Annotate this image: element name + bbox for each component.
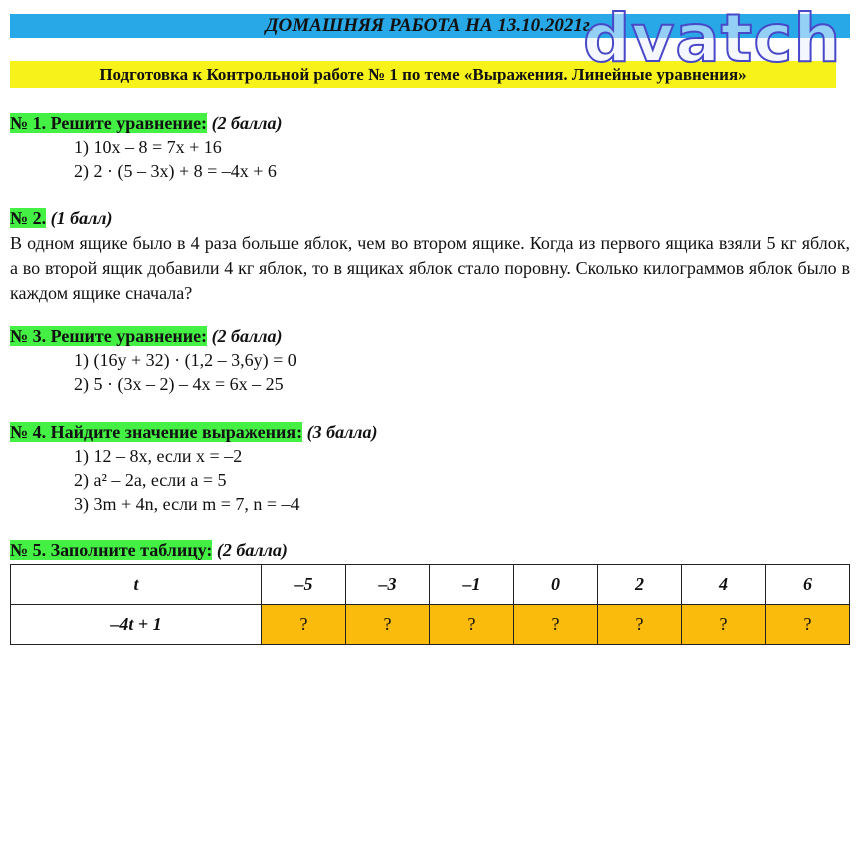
t-value-cell: 4 — [682, 565, 766, 605]
answer-cell: ? — [598, 605, 682, 645]
t-value-cell: 6 — [766, 565, 850, 605]
task-4-item-2: 2) a² – 2a, если a = 5 — [74, 470, 227, 490]
table-row-t — [11, 565, 850, 605]
task-3-label: № 3. Решите уравнение: — [10, 326, 208, 346]
task-5-points: (2 балла) — [216, 540, 288, 560]
task-4-item-3: 3) 3m + 4n, если m = 7, n = –4 — [74, 494, 300, 514]
t-value-cell: 2 — [598, 565, 682, 605]
watermark-logo: dvatch — [583, 0, 842, 77]
page-subtitle: Подготовка к Контрольной работе № 1 по теме «Выражения. Линейные уравнения» — [99, 64, 747, 84]
task-2-heading — [10, 208, 113, 229]
t-value-cell: –3 — [346, 565, 430, 605]
task-4-item-1: 1) 12 – 8x, если x = –2 — [74, 446, 243, 466]
row-label-t: t — [11, 565, 262, 605]
task-1-label: № 1. Решите уравнение: — [10, 113, 208, 133]
answer-cell: ? — [262, 605, 346, 645]
task-3-item-2: 2) 5 · (3x – 2) – 4x = 6x – 25 — [74, 374, 284, 394]
task-2-label: № 2. — [10, 208, 47, 228]
task-5-heading — [10, 540, 288, 561]
task-5-label: № 5. Заполните таблицу: — [10, 540, 213, 560]
task-2-text: В одном ящике было в 4 раза больше яблок, чем во втором ящике. Когда из первого ящика взяли 5 кг яблок, а во второй ящик добавили 4 кг яблок, то в ящиках яблок стало поровну. Сколько килограммов яблок было в каждом ящике сначала? — [10, 233, 850, 303]
task-4-points: (3 балла) — [306, 422, 378, 442]
task-1-heading — [10, 113, 283, 134]
answer-cell: ? — [430, 605, 514, 645]
task-3-item-1: 1) (16y + 32) · (1,2 – 3,6y) = 0 — [74, 350, 297, 370]
t-value-cell: 0 — [514, 565, 598, 605]
t-value-cell: –1 — [430, 565, 514, 605]
task-3-heading — [10, 326, 283, 347]
task-4-heading — [10, 422, 378, 443]
answer-cell: ? — [514, 605, 598, 645]
task-4-label: № 4. Найдите значение выражения: — [10, 422, 303, 442]
t-value-cell: –5 — [262, 565, 346, 605]
answer-cell: ? — [346, 605, 430, 645]
table-row-expression — [11, 605, 850, 645]
page-title: ДОМАШНЯЯ РАБОТА НА 13.10.2021г. — [265, 15, 595, 36]
task-1-points: (2 балла) — [211, 113, 283, 133]
values-table — [10, 564, 850, 645]
task-2-points: (1 балл) — [50, 208, 113, 228]
answer-cell: ? — [766, 605, 850, 645]
row-label-expression: –4t + 1 — [11, 605, 262, 645]
answer-cell: ? — [682, 605, 766, 645]
task-3-points: (2 балла) — [211, 326, 283, 346]
task-1-item-2: 2) 2 · (5 – 3x) + 8 = –4x + 6 — [74, 161, 277, 181]
task-1-item-1: 1) 10x – 8 = 7x + 16 — [74, 137, 222, 157]
